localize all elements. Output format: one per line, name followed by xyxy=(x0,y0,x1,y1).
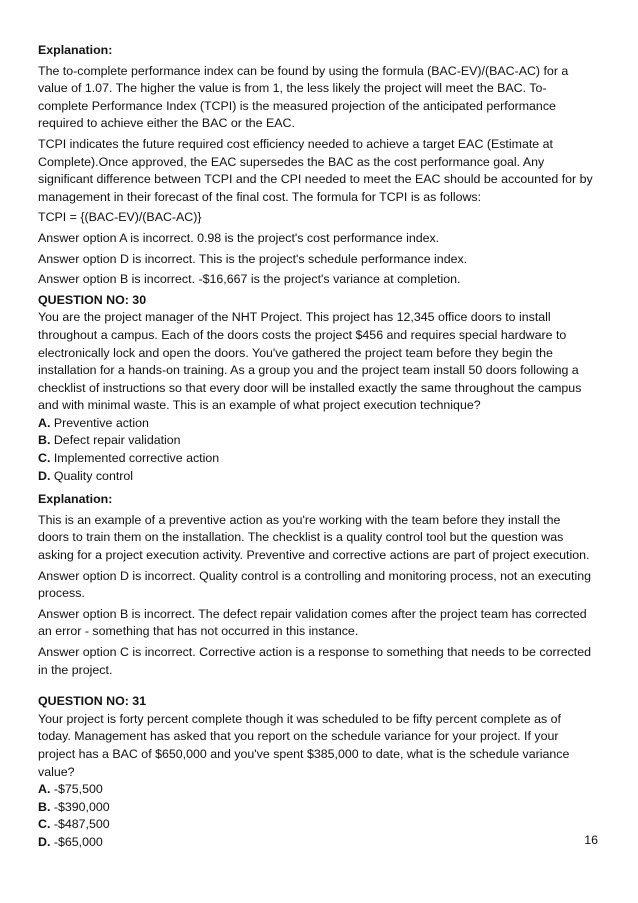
answer-note: Answer option D is incorrect. Quality control is a controlling and monitoring process, not an executing process. xyxy=(38,568,592,601)
answer-option xyxy=(38,799,594,817)
answer-note: Answer option D is incorrect. This is the project's schedule performance index. xyxy=(38,251,468,266)
option-letter: B. xyxy=(38,799,51,814)
answer-note: Answer option C is incorrect. Corrective action is a response to something that needs to be corrected in the project. xyxy=(38,645,592,677)
question-heading: QUESTION NO: 31 xyxy=(38,694,147,709)
option-text: -$75,500 xyxy=(50,782,103,797)
question-body: You are the project manager of the NHT Project. This project has 12,345 office doors to install throughout a campus. Each of the doors costs the project $456 and requires special hardware to electronically lock and open the doors. You've gathered the project team before they begin the installation for a hands-on training. As a group you and the project team install 50 doors following a checklist of instructions so that every door will be installed exactly the same throughout the campus and with minimal waste. This is an example of what project execution technique? xyxy=(38,310,582,413)
option-letter: D. xyxy=(38,834,51,849)
question-heading: QUESTION NO: 30 xyxy=(38,292,147,307)
answer-note: Answer option A is incorrect. 0.98 is the project's cost performance index. xyxy=(38,230,440,245)
explanation-heading: Explanation: xyxy=(38,492,113,507)
option-letter: A. xyxy=(38,782,51,797)
formula-line: TCPI = {(BAC-EV)/(BAC-AC)} xyxy=(38,210,202,225)
answer-note: Answer option B is incorrect. The defect repair validation comes after the project team has corrected an error - something that has not occurred in this instance. xyxy=(38,606,587,639)
option-letter: B. xyxy=(38,433,51,448)
answer-option xyxy=(38,432,594,450)
option-letter: C. xyxy=(38,451,51,466)
explanation-paragraph: This is an example of a preventive action as you're working with the team before they install the doors to train them on the installation. The checklist is a quality control tool but the question was asking for a project execution activity. Preventive and corrective actions are part of project execution. xyxy=(38,512,590,563)
option-text: -$487,500 xyxy=(50,817,110,832)
answer-option xyxy=(38,816,594,834)
answer-option xyxy=(38,834,594,852)
option-text: Defect repair validation xyxy=(50,433,181,448)
explanation-paragraph: The to-complete performance index can be found by using the formula (BAC-EV)/(BAC-AC) for a value of 1.07. The higher the value is from 1, the less likely the project will meet the BAC. To-complete Performance Index (TCPI) is the measured projection of the anticipated performance required to achieve either the BAC or the EAC. xyxy=(38,63,569,131)
answer-option xyxy=(38,781,594,799)
answer-option xyxy=(38,450,594,468)
question-body: Your project is forty percent complete though it was scheduled to be fifty percent complete as of today. Management has asked that you report on the schedule variance for your project. If your project has a BAC of $650,000 and you've spent $385,000 to date, what is the schedule variance value? xyxy=(38,711,570,779)
option-text: Quality control xyxy=(50,468,134,483)
answer-note: Answer option B is incorrect. -$16,667 is the project's variance at completion. xyxy=(38,272,461,287)
option-letter: C. xyxy=(38,817,51,832)
option-text: -$390,000 xyxy=(50,799,110,814)
answer-option xyxy=(38,415,594,433)
option-text: Preventive action xyxy=(50,415,149,430)
explanation-heading: Explanation: xyxy=(38,43,113,57)
answer-option xyxy=(38,468,594,486)
option-text: -$65,000 xyxy=(50,834,103,849)
explanation-paragraph: TCPI indicates the future required cost efficiency needed to achieve a target EAC (Estimate at Complete).Once approved, the EAC supersedes the BAC as the cost performance goal. Any significant difference between TCPI and the CPI needed to meet the EAC should be accounted for by management in their forecast of the final cost. The formula for TCPI is as follows: xyxy=(38,136,593,204)
option-letter: A. xyxy=(38,415,51,430)
page-number: 16 xyxy=(584,833,598,847)
option-text: Implemented corrective action xyxy=(50,451,220,466)
option-letter: D. xyxy=(38,468,51,483)
